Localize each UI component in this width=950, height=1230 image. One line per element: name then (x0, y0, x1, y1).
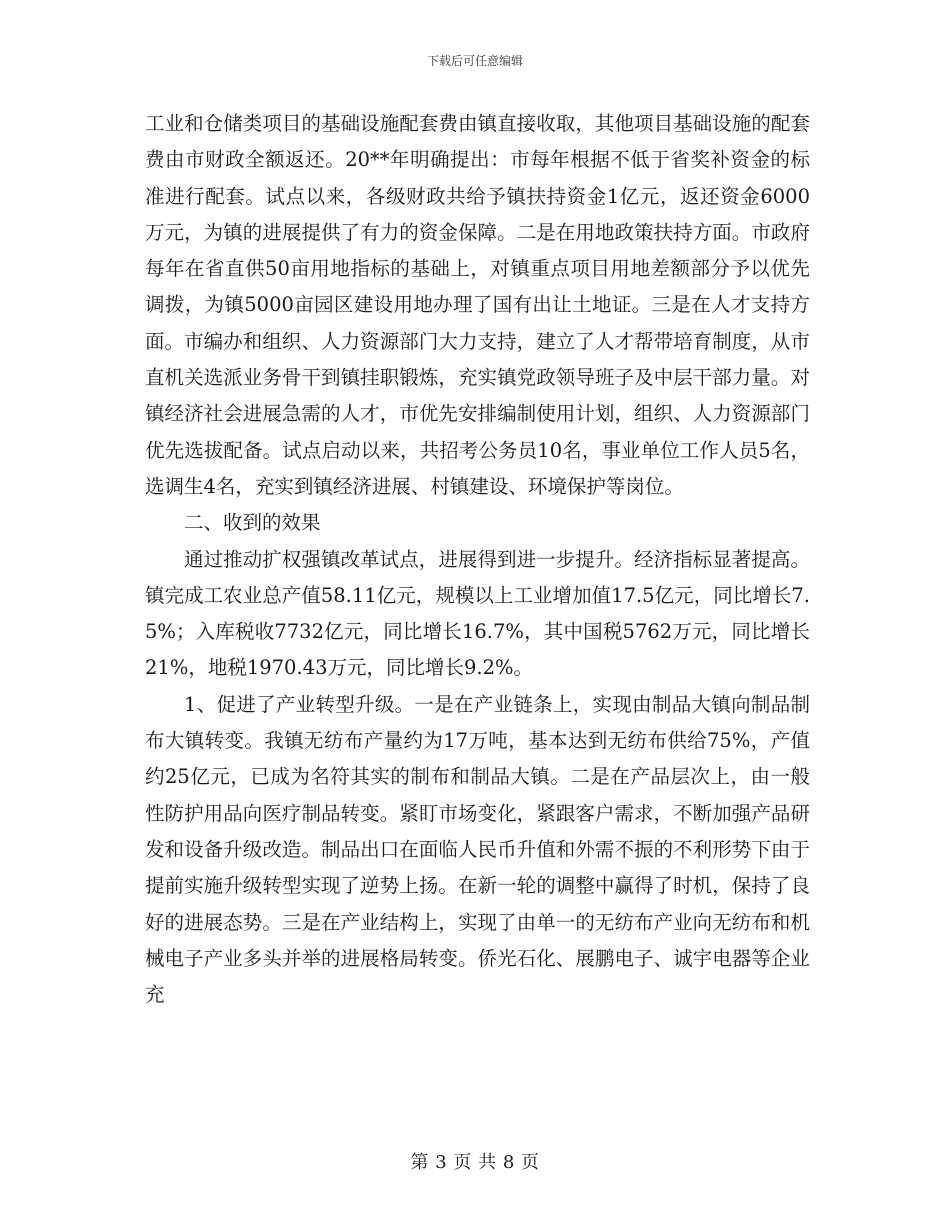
paragraph-economic-indicators: 通过推动扩权强镇改革试点，进展得到进一步提升。经济指标显著提高。镇完成工农业总产值58.11亿元，规模以上工业增加值17.5亿元，同比增长7.5%；入库税收7732亿元，同比增长16.7%，其中国税5762万元，同比增长21%，地税1970.43万元，同比增长9.2%。 (145, 547, 810, 680)
document-body (145, 106, 810, 1013)
section-heading-effects: 二、收到的效果 (184, 511, 321, 535)
page-header: 下载后可任意编辑 (426, 54, 523, 68)
page-number: 第 3 页 共 8 页 (410, 1152, 540, 1173)
paragraph-policy-support: 工业和仓储类项目的基础设施配套费由镇直接收取，其他项目基础设施的配套费由市财政全额返还。20**年明确提出：市每年根据不低于省奖补资金的标准进行配套。试点以来，各级财政共给予镇扶持资金1亿元，返还资金6000万元，为镇的进展提供了有力的资金保障。二是在用地政策扶持方面。市政府每年在省直供50亩用地指标的基础上，对镇重点项目用地差额部分予以优先调拨，为镇5000亩园区建设用地办理了国有出让土地证。三是在人才支持方面。市编办和组织、人力资源部门大力支持，建立了人才帮带培育制度，从市直机关选派业务骨干到镇挂职锻炼，充实镇党政领导班子及中层干部力量。对镇经济社会进展急需的人才，市优先安排编制使用计划，组织、人力资源部门优先选拔配备。试点启动以来，共招考公务员10名，事业单位工作人员5名，选调生4名，充实到镇经济进展、村镇建设、环境保护等岗位。 (145, 112, 810, 498)
paragraph-industrial-upgrade: 1、促进了产业转型升级。一是在产业链条上，实现由制品大镇向制品制布大镇转变。我镇无纺布产量约为17万吨，基本达到无纺布供给75%，产值约25亿元，已成为名符其实的制布和制品大镇。二是在产品层次上，由一般性防护用品向医疗制品转变。紧盯市场变化，紧跟客户需求，不断加强产品研发和设备升级改造。制品出口在面临人民币升值和外需不振的不利形势下由于提前实施升级转型实现了逆势上扬。在新一轮的调整中赢得了时机，保持了良好的进展态势。三是在产业结构上，实现了由单一的无纺布产业向无纺布和机械电子产业多头并举的进展格局转变。侨光石化、展鹏电子、诚宇电器等企业充 (145, 692, 810, 1007)
